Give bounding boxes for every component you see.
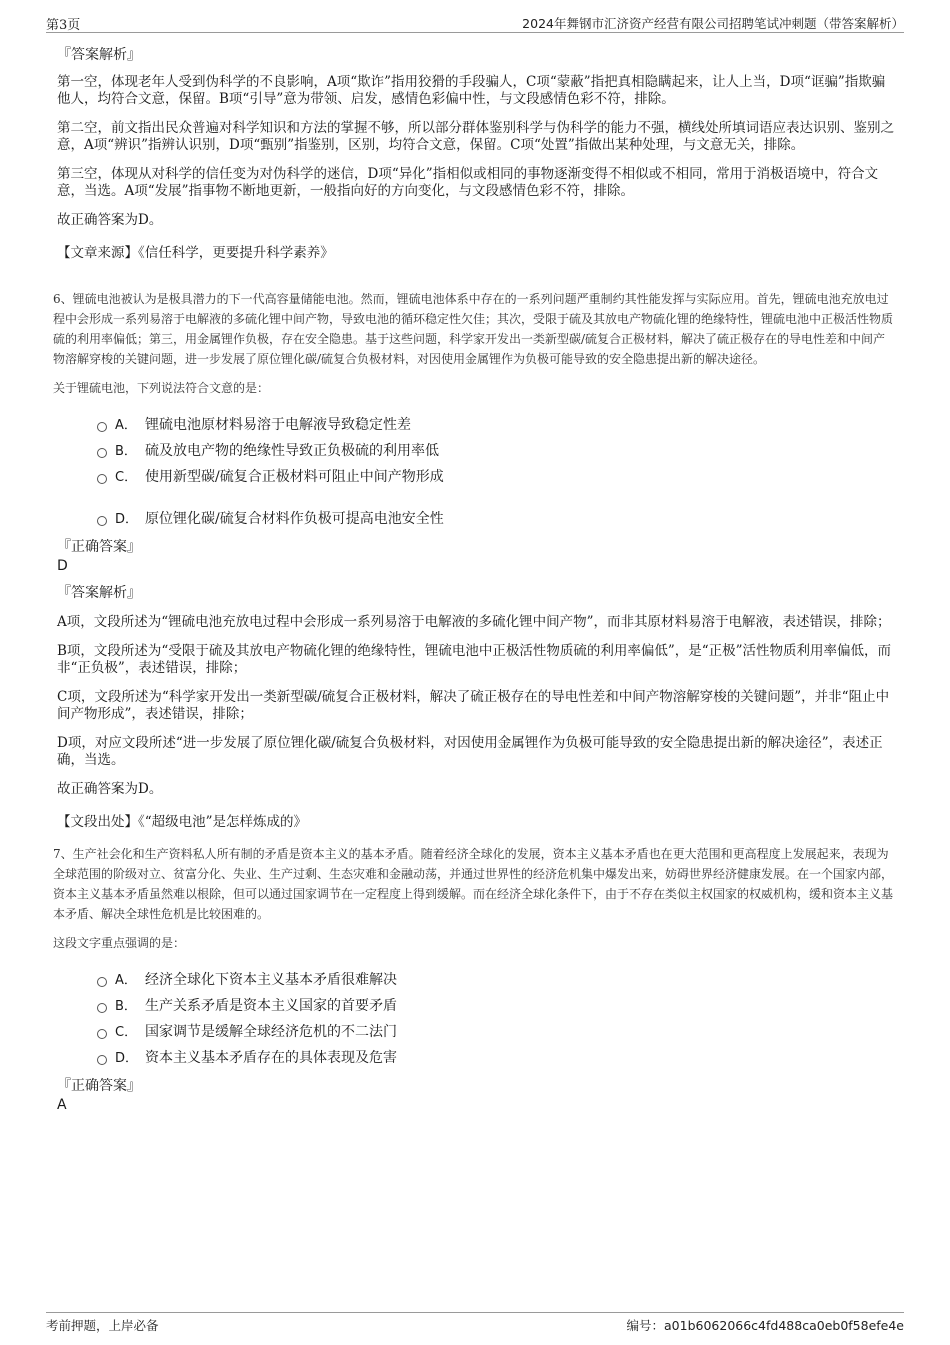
option-c[interactable] [97,1019,897,1045]
analysis-label: 『答案解析』 [57,585,141,601]
page-footer [46,1312,904,1337]
option-b[interactable] [97,993,897,1019]
analysis-paragraph: 第一空，体现老年人受到伪科学的不良影响，A项“欺诈”指用狡猾的手段骗人，C项“蒙蔽”指把真相隐瞒起来，让人上当，D项“诓骗”指欺骗他人，均符合文意，保留。B项“引导”意为带领、启发，感情色彩偏中性，与文段感情色彩不符，排除。 [57,74,886,107]
document-title: 2024年舞钢市汇济资产经营有限公司招聘笔试冲刺题（带答案解析） [522,16,904,31]
option-text: 国家调节是缓解全球经济危机的不二法门 [145,1024,397,1040]
option-b[interactable] [97,438,897,464]
option-letter: A． [115,418,137,433]
analysis-paragraph: A项，文段所述为“锂硫电池充放电过程中会形成一系列易溶于电解液的多硫化锂中间产物”，而非其原材料易溶于电解液，表述错误，排除； [57,614,891,630]
radio-icon[interactable] [97,448,107,458]
document-id: 编号：a01b6062066c4fd488ca0eb0f58efe4e [626,1318,904,1333]
option-letter: B． [115,444,137,459]
option-letter: B． [115,999,137,1014]
option-d[interactable] [97,506,897,532]
option-text: 锂硫电池原材料易溶于电解液导致稳定性差 [145,417,411,433]
analysis-label: 『答案解析』 [57,47,141,63]
option-letter: D． [115,1051,139,1066]
correct-answer: A [57,1097,67,1113]
article-source: 【文段出处】《“超级电池”是怎样炼成的》 [57,814,308,830]
radio-icon[interactable] [97,1003,107,1013]
correct-answer: D [57,558,68,574]
analysis-conclusion: 故正确答案为D。 [57,781,163,797]
question-7-options [97,967,897,1071]
analysis-paragraph: D项，对应文段所述“进一步发展了原位锂化碳/硫复合负极材料，对因使用金属锂作为负极可能导致的安全隐患提出新的解决途径”，表述正确，当选。 [57,735,883,768]
option-c[interactable] [97,464,897,490]
option-a[interactable] [97,412,897,438]
question-7-stem: 7、生产社会化和生产资料私人所有制的矛盾是资本主义的基本矛盾。随着经济全球化的发展，资本主义基本矛盾也在更大范围和更高程度上发展起来，表现为全球范围的阶级对立、贫富分化、失业、生产过剩、生态灾难和金融动荡，并通过世界性的经济危机集中爆发出来，妨碍世界经济健康发展。在一个国家内部，资本主义基本矛盾虽然难以根除，但可以通过国家调节在一定程度上得到缓解。而在经济全球化条件下，由于不存在类似主权国家的权威机构，缓和资本主义基本矛盾、解决全球性危机是比较困难的。 [53,847,894,921]
correct-answer-label: 『正确答案』 [57,539,141,555]
option-letter: D． [115,512,139,527]
radio-icon[interactable] [97,422,107,432]
option-text: 经济全球化下资本主义基本矛盾很难解决 [145,972,397,988]
correct-answer-label: 『正确答案』 [57,1078,141,1094]
radio-icon[interactable] [97,516,107,526]
question-6-stem: 6、锂硫电池被认为是极具潜力的下一代高容量储能电池。然而，锂硫电池体系中存在的一系列问题严重制约其性能发挥与实际应用。首先，锂硫电池充放电过程中会形成一系列易溶于电解液的多硫化锂中间产物，导致电池的循环稳定性欠佳；其次，受限于硫及其放电产物硫化锂的绝缘特性，锂硫电池中正极活性物质硫的利用率偏低；第三，用金属锂作负极，存在安全隐患。基于这些问题，科学家开发出一类新型碳/硫复合正极材料，解决了硫正极存在的导电性差和中间产物溶解穿梭的关键问题，进一步发展了原位锂化碳/硫复合负极材料，对因使用金属锂作为负极可能导致的安全隐患提出新的解决途径。 [53,292,894,366]
option-letter: A． [115,973,137,988]
option-text: 原位锂化碳/硫复合材料作负极可提高电池安全性 [145,511,444,527]
analysis-paragraph: B项，文段所述为“受限于硫及其放电产物硫化锂的绝缘特性，锂硫电池中正极活性物质硫的利用率偏低”，是“正极”活性物质利用率偏低，而非“正负极”，表述错误，排除； [57,643,892,676]
option-text: 硫及放电产物的绝缘性导致正负极硫的利用率低 [145,443,439,459]
radio-icon[interactable] [97,1055,107,1065]
analysis-paragraph: 第二空，前文指出民众普遍对科学知识和方法的掌握不够，所以部分群体鉴别科学与伪科学的能力不强，横线处所填词语应表达识别、鉴别之意，A项“辨识”指辨认识别，D项“甄别”指鉴别，区别，均符合文意，保留。C项“处置”指做出某种处理，与文意无关，排除。 [57,120,894,153]
article-source: 【文章来源】《信任科学，更要提升科学素养》 [57,245,334,261]
page-number: 第3页 [46,18,81,33]
option-text: 资本主义基本矛盾存在的具体表现及危害 [145,1050,397,1066]
option-d[interactable] [97,1045,897,1071]
page-header [46,12,904,33]
analysis-paragraph: 第三空，体现从对科学的信任变为对伪科学的迷信，D项“异化”指相似或相同的事物逐渐变得不相似或不相同，常用于消极语境中，符合文意，当选。A项“发展”指事物不断地更新，一般指向好的方向变化，与文段感情色彩不符，排除。 [57,166,879,199]
option-letter: C． [115,470,138,485]
footer-slogan: 考前押题，上岸必备 [46,1318,159,1333]
option-text: 生产关系矛盾是资本主义国家的首要矛盾 [145,998,397,1014]
radio-icon[interactable] [97,1029,107,1039]
question-6-prompt: 关于锂硫电池，下列说法符合文意的是： [53,381,270,395]
radio-icon[interactable] [97,474,107,484]
radio-icon[interactable] [97,977,107,987]
question-7-prompt: 这段文字重点强调的是： [53,936,186,950]
option-letter: C． [115,1025,138,1040]
option-a[interactable] [97,967,897,993]
option-text: 使用新型碳/硫复合正极材料可阻止中间产物形成 [145,469,444,485]
analysis-paragraph: C项，文段所述为“科学家开发出一类新型碳/硫复合正极材料，解决了硫正极存在的导电性差和中间产物溶解穿梭的关键问题”，并非“阻止中间产物形成”，表述错误，排除； [57,689,890,722]
page-content [53,44,897,1121]
question-6-options [97,412,897,532]
analysis-conclusion: 故正确答案为D。 [57,212,163,228]
